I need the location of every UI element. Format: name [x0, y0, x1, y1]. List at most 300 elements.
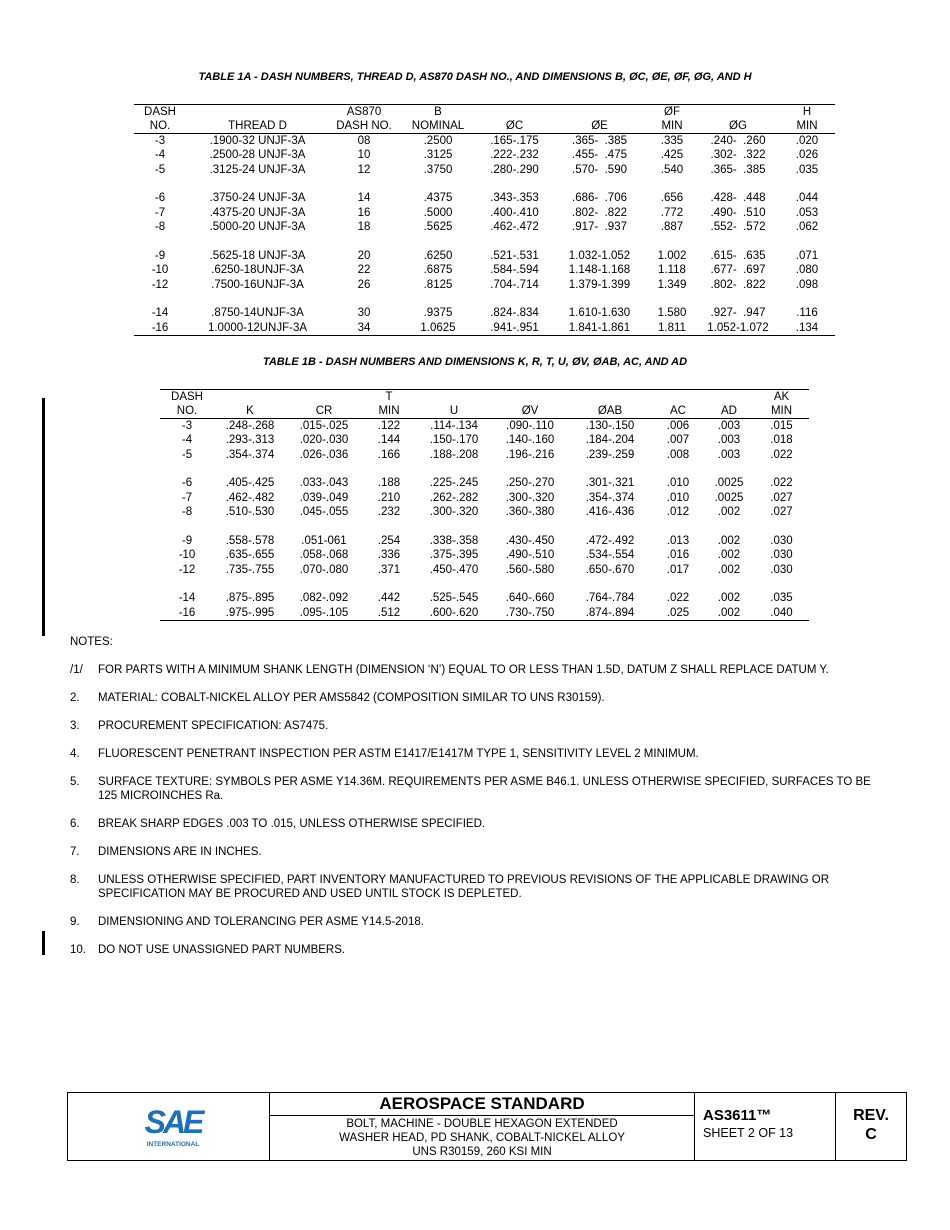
table-1a-row — [134, 148, 835, 162]
note-text: DIMENSIONS ARE IN INCHES. — [98, 846, 262, 858]
table-1a-column-header: AS870 — [346, 106, 382, 118]
table-1b-cell: .534-.554 — [585, 549, 635, 562]
table-1a-cell: .5000-20 UNJF-3A — [209, 221, 306, 234]
table-1b-cell: .114-.134 — [430, 420, 478, 432]
table-1b-row — [160, 563, 809, 577]
table-1a-cell: -3 — [154, 135, 166, 147]
table-1a-cell: -9 — [154, 249, 166, 262]
table-1b-column-header — [652, 390, 704, 404]
table-1a-cell: 26 — [357, 278, 371, 291]
svg-text:SAE: SAE — [144, 1104, 202, 1140]
table-1b-row — [160, 591, 809, 605]
note-number: 6. — [70, 818, 80, 830]
table-1a-cell: .802- .822 — [710, 278, 766, 291]
note-text: BREAK SHARP EDGES .003 TO .015, UNLESS OTHERWISE SPECIFIED. — [98, 818, 486, 830]
note-text: PROCUREMENT SPECIFICATION: AS7475. — [98, 720, 329, 732]
table-1b-cell: .225-.245 — [429, 477, 479, 490]
table-1b-cell: .015-.025 — [299, 420, 349, 432]
table-1a-cell: .570- .590 — [572, 163, 627, 176]
table-1b-cell: .354-.374 — [225, 448, 275, 461]
table-1b-cell: .0025 — [714, 491, 744, 504]
table-1b-cell: .558-.578 — [225, 534, 275, 547]
table-1a-cell: .425 — [660, 149, 684, 162]
table-1a-row — [134, 134, 835, 149]
table-1a-cell: -8 — [154, 221, 166, 234]
table-1b-cell: -6 — [181, 477, 193, 490]
table-1b-cell: .416-.436 — [585, 506, 635, 519]
table-1b-cell: .371 — [377, 563, 401, 576]
table-1a-cell: .280-.290 — [490, 163, 539, 176]
note-item — [70, 775, 890, 803]
table-1b-cell: .010 — [666, 477, 690, 490]
table-1b-cell: .027 — [770, 491, 793, 504]
note-item — [70, 845, 890, 859]
table-1a-cell: 16 — [357, 206, 371, 219]
table-1b-cell: .002 — [717, 563, 741, 576]
standard-cell — [270, 1093, 695, 1160]
table-1b-cell: .002 — [704, 606, 754, 621]
table-1b-column-header: K — [214, 404, 286, 419]
table-1b-cell: .875-.895 — [225, 592, 275, 605]
table-1b-cell: .018 — [770, 434, 793, 447]
table-1b-row — [160, 606, 809, 621]
table-1a-cell: .677- .697 — [710, 264, 766, 277]
table-1b-row — [160, 433, 809, 447]
table-1a-column-header: NOMINAL — [399, 119, 477, 134]
table-1b-column-header: U — [416, 404, 492, 419]
note-item — [70, 747, 890, 761]
table-1a-cell: .165-.175 — [490, 135, 539, 147]
table-1a-cell: .400-.410 — [490, 206, 539, 219]
table-1a-column-header — [477, 105, 552, 119]
table-1b-cell: .184-.204 — [585, 434, 635, 447]
sae-logo — [138, 1103, 208, 1149]
table-1a-column-header — [186, 105, 329, 119]
table-1a-cell: .615- .635 — [710, 249, 766, 262]
table-1a-cell: -14 — [151, 307, 169, 320]
table-1a-cell: .8750-14UNJF-3A — [211, 307, 304, 320]
table-1b-cell: -5 — [181, 448, 193, 461]
table-1a-cell: 30 — [357, 307, 371, 320]
table-1b-column-header: ØV — [492, 404, 568, 419]
table-1a-cell: 1.148-1.168 — [568, 264, 631, 277]
table-1b-cell: .035 — [770, 592, 793, 605]
table-1b-cell: .188-.208 — [429, 448, 479, 461]
table-1b-row — [160, 505, 809, 519]
table-1b-cell: -3 — [181, 420, 193, 432]
table-1a-cell: .428- .448 — [710, 192, 766, 205]
standard-description — [270, 1116, 694, 1159]
table-1b-cell: .640-.660 — [505, 592, 555, 605]
table-1b-cell: .405-.425 — [225, 477, 275, 490]
table-1b-row — [160, 419, 809, 434]
table-1b-cell: .300-.320 — [505, 491, 555, 504]
note-text: FLUORESCENT PENETRANT INSPECTION PER ASTM E1417/E1417M TYPE 1, SENSITIVITY LEVEL 2 MINIMUM. — [98, 748, 699, 760]
table-1a-cell: -10 — [151, 264, 169, 277]
table-1a-column-header: DASH NO. — [329, 119, 399, 134]
table-1a-column-header — [552, 105, 647, 119]
table-1b-cell: .360-.380 — [505, 506, 555, 519]
table-1b-column-header: AC — [652, 404, 704, 419]
table-1a-cell: .917- .937 — [572, 221, 627, 234]
table-1b-cell: -14 — [178, 592, 196, 605]
table-1b-group-spacer — [160, 519, 809, 534]
note-item — [70, 873, 890, 901]
table-1a-cell: .365- .385 — [572, 135, 627, 147]
table-1a-cell: -7 — [154, 206, 166, 219]
sheet-number: SHEET 2 OF 13 — [703, 1126, 794, 1140]
table-1a-cell: .222-.232 — [490, 149, 539, 162]
table-1a-cell: .6250 — [423, 249, 453, 262]
table-1a-cell: .098 — [795, 278, 819, 291]
table-1b-cell: .600-.620 — [416, 606, 492, 621]
table-1b-row — [160, 448, 809, 462]
table-1a-cell: .343-.353 — [490, 192, 539, 205]
note-text: SURFACE TEXTURE: SYMBOLS PER ASME Y14.36M. REQUIREMENTS PER ASME B46.1. UNLESS OTHERWISE SPECIFIED, SURFACES TO BE 125 MICROINCHES Ra. — [98, 776, 871, 802]
revision-cell — [836, 1093, 906, 1144]
revision-value: C — [865, 1126, 877, 1143]
table-1b-cell: -4 — [181, 434, 193, 447]
table-1a-cell: -12 — [151, 278, 169, 291]
revision-change-bar — [42, 931, 45, 955]
table-1a-cell: 18 — [357, 221, 371, 234]
table-1a-cell: 08 — [357, 135, 371, 147]
table-1b-body — [160, 419, 809, 621]
table-1a-cell: 1.811 — [647, 321, 697, 336]
table-1b-row — [160, 491, 809, 505]
standard-title: AEROSPACE STANDARD — [270, 1093, 694, 1116]
table-1a-row — [134, 206, 835, 220]
table-1a-cell: .704-.714 — [490, 278, 539, 291]
table-1a-cell: 10 — [357, 149, 371, 162]
table-1b-cell: .027 — [770, 506, 793, 519]
table-1a-cell: 1.349 — [657, 278, 687, 291]
table-1b-cell: .0025 — [714, 477, 744, 490]
table-1b-column-header — [416, 390, 492, 404]
revision-change-bar — [42, 398, 45, 636]
table-1a-row — [134, 263, 835, 277]
table-1a-column-header: DASH — [144, 106, 176, 118]
table-1a-cell: 1.580 — [657, 307, 687, 320]
table-1b-cell: -7 — [181, 491, 193, 504]
table-1b-column-header — [492, 390, 568, 404]
table-1a-cell: .656 — [660, 192, 684, 205]
table-1a-cell: .240- .260 — [710, 135, 766, 147]
table-1a-cell: .080 — [795, 264, 819, 277]
table-1a-row — [134, 191, 835, 205]
table-1a-column-header: MIN — [779, 119, 835, 134]
table-1b-cell: .082-.092 — [299, 592, 349, 605]
table-1a-column-header: NO. — [134, 119, 186, 134]
table-1a-column-header: ØE — [552, 119, 647, 134]
note-item — [70, 663, 890, 677]
note-text: DIMENSIONING AND TOLERANCING PER ASME Y14.5-2018. — [98, 916, 424, 928]
table-1a-cell: .462-.472 — [490, 221, 539, 234]
table-1a-cell: .335 — [660, 135, 684, 147]
table-1b-cell: .051-061 — [301, 534, 347, 547]
table-1b-cell: .026-.036 — [299, 448, 349, 461]
table-1b-cell: .015 — [770, 420, 793, 432]
table-1b-cell: .007 — [666, 434, 690, 447]
table-1b-cell: .472-.492 — [585, 534, 635, 547]
table-1b-cell: .650-.670 — [585, 563, 635, 576]
note-text: DO NOT USE UNASSIGNED PART NUMBERS. — [98, 944, 346, 956]
note-number: 2. — [70, 692, 80, 704]
table-1a-column-header: H — [802, 106, 812, 118]
table-1a-cell: -5 — [154, 163, 166, 176]
table-1b-column-header: AK — [773, 391, 790, 403]
svg-text:INTERNATIONAL: INTERNATIONAL — [146, 1141, 200, 1148]
table-1b-cell: .002 — [717, 534, 741, 547]
table-1a-cell: .3750-24 UNJF-3A — [209, 192, 306, 205]
title-block — [67, 1092, 907, 1161]
note-number: 8. — [70, 874, 80, 886]
table-1b-column-header — [286, 390, 362, 404]
table-1a-cell: 22 — [357, 264, 371, 277]
table-1b-header-top — [160, 390, 809, 404]
note-number: 3. — [70, 720, 80, 732]
table-1b-cell: .462-.482 — [225, 491, 275, 504]
table-1b-header-bottom — [160, 404, 809, 419]
note-text: FOR PARTS WITH A MINIMUM SHANK LENGTH (DIMENSION ‘N’) EQUAL TO OR LESS THAN 1.5D, DATUM Z SHALL REPLACE DATUM Y. — [98, 664, 829, 676]
table-1b-column-header — [568, 390, 652, 404]
notes-list — [70, 663, 890, 957]
table-1a-cell: .365- .385 — [710, 163, 766, 176]
table-1a-cell: 20 — [357, 249, 371, 262]
table-1a-cell: .521-.531 — [490, 249, 539, 262]
table-1b-cell: .300-.320 — [429, 506, 479, 519]
table-1b-cell: .144 — [377, 434, 401, 447]
table-1a-cell: .3125 — [423, 149, 453, 162]
table-1b-cell: -10 — [178, 549, 196, 562]
table-1b-cell: .512 — [362, 606, 416, 621]
table-1b-cell: .293-.313 — [225, 434, 275, 447]
table-1a-cell: .2500 — [423, 135, 453, 147]
table-1b-cell: .003 — [717, 420, 741, 432]
table-1a-cell: 1.0000-12UNJF-3A — [186, 321, 329, 336]
table-1b-cell: .239-.259 — [585, 448, 635, 461]
table-1b-cell: .248-.268 — [225, 420, 275, 432]
table-1b-column-header: AD — [704, 404, 754, 419]
table-1b-cell: .735-.755 — [225, 563, 275, 576]
table-1b-cell: .130-.150 — [585, 420, 635, 432]
table-1a-cell: .824-.834 — [490, 307, 539, 320]
table-1a-column-header: B — [434, 106, 442, 118]
note-text: UNLESS OTHERWISE SPECIFIED, PART INVENTORY MANUFACTURED TO PREVIOUS REVISIONS OF THE APPLICABLE DRAWING OR SPECIFICATION MAY BE PROCURED AND USED UNTIL STOCK IS DEPLETED. — [98, 874, 830, 900]
table-1a-cell: 1.841-1.861 — [552, 321, 647, 336]
table-1a-group-spacer — [134, 292, 835, 307]
table-1a-cell: .552- .572 — [710, 221, 766, 234]
table-1a-cell: -16 — [134, 321, 186, 336]
table-1b-cell: .017 — [666, 563, 690, 576]
table-1b-cell: .058-.068 — [299, 549, 349, 562]
document-number: AS3611™ — [703, 1107, 772, 1124]
table-1a-cell: .134 — [779, 321, 835, 336]
table-1b-cell: .254 — [377, 534, 401, 547]
table-1a-cell: .6875 — [423, 264, 453, 277]
table-1b-cell: -16 — [160, 606, 214, 621]
table-1b-cell: .232 — [377, 506, 401, 519]
table-1b-cell: .008 — [666, 448, 690, 461]
table-1b-cell: .560-.580 — [505, 563, 555, 576]
note-number: 9. — [70, 916, 80, 928]
table-1b-column-header: CR — [286, 404, 362, 419]
table-1a-cell: .020 — [795, 135, 819, 147]
table-1a-cell: .071 — [795, 249, 819, 262]
table-1b-cell: .095-.105 — [286, 606, 362, 621]
table-1a-cell: .2500-28 UNJF-3A — [209, 149, 306, 162]
table-1b-row — [160, 476, 809, 490]
table-1a-cell: .053 — [795, 206, 819, 219]
table-1a-cell: .8125 — [423, 278, 453, 291]
table-1a-cell: .116 — [796, 307, 818, 320]
table-1b-cell: .012 — [666, 506, 690, 519]
table-1b-cell: .525-.545 — [429, 592, 479, 605]
table-1a-cell: .044 — [795, 192, 819, 205]
table-1a-cell: 1.052-1.072 — [697, 321, 779, 336]
table-1b-cell: .188 — [377, 477, 401, 490]
table-1b-cell: .874-.894 — [568, 606, 652, 621]
table-1b-column-header: T — [385, 391, 393, 403]
table-1a-cell: 1.032-1.052 — [568, 249, 631, 262]
table-1b-cell: -8 — [181, 506, 193, 519]
table-1a-cell: .540 — [660, 163, 684, 176]
table-1a-cell: .9375 — [423, 307, 453, 320]
table-1a-row — [134, 163, 835, 177]
table-1b-cell: .490-.510 — [505, 549, 555, 562]
table-1b-cell: .022 — [666, 592, 690, 605]
table-1a-cell: -4 — [154, 149, 166, 162]
table-1b-cell: .338-.358 — [429, 534, 479, 547]
note-item — [70, 817, 890, 831]
table-1b-cell: -12 — [178, 563, 196, 576]
table-1b-cell: .635-.655 — [225, 549, 275, 562]
table-1a-header-top — [134, 105, 835, 119]
table-1a-cell: .584-.594 — [490, 264, 539, 277]
note-number: 7. — [70, 846, 80, 858]
table-1b-cell: .013 — [666, 534, 690, 547]
table-1b-cell: .003 — [717, 448, 741, 461]
table-1a-cell: .941-.951 — [477, 321, 552, 336]
table-1a-column-header: ØC — [477, 119, 552, 134]
table-1b-cell: .002 — [717, 549, 741, 562]
table-1b-caption: TABLE 1B - DASH NUMBERS AND DIMENSIONS K, R, T, U, ØV, ØAB, AC, AND AD — [262, 356, 688, 368]
table-1a-cell: .3750 — [423, 163, 453, 176]
table-1b-cell: -9 — [181, 534, 193, 547]
table-1b-group-spacer — [160, 462, 809, 477]
table-1b-row — [160, 548, 809, 562]
table-1b-cell: .045-.055 — [299, 506, 349, 519]
table-1b-column-header: MIN — [362, 404, 416, 419]
note-item — [70, 915, 890, 929]
table-1b-cell: .002 — [717, 592, 741, 605]
table-1b-cell: .016 — [666, 549, 690, 562]
table-1b-cell: .250-.270 — [505, 477, 555, 490]
table-1b-cell: .006 — [666, 420, 690, 432]
table-1a-cell: .802- .822 — [572, 206, 627, 219]
table-1a-cell: .5625 — [423, 221, 453, 234]
logo-cell — [68, 1093, 270, 1160]
table-1b-cell: .210 — [377, 491, 401, 504]
note-item — [70, 943, 890, 957]
note-number: 10. — [70, 944, 86, 956]
table-1a-cell: .3125-24 UNJF-3A — [209, 163, 306, 176]
table-1a-row — [134, 220, 835, 234]
table-1b-cell: .020-.030 — [299, 434, 349, 447]
table-1b-cell: .090-.110 — [506, 420, 554, 432]
table-1b-cell: .070-.080 — [299, 563, 349, 576]
note-text: MATERIAL: COBALT-NICKEL ALLOY PER AMS5842 (COMPOSITION SIMILAR TO UNS R30159). — [98, 692, 605, 704]
table-1a-cell: .026 — [795, 149, 819, 162]
table-1a-cell: 1.610-1.630 — [568, 307, 631, 320]
table-1a-cell: .927- .947 — [710, 307, 766, 320]
table-1a-cell: .1900-32 UNJF-3A — [209, 135, 306, 147]
table-1a-cell: 1.118 — [658, 264, 686, 277]
table-1b-cell: .122 — [377, 420, 401, 432]
table-1a-cell: .455- .475 — [572, 149, 627, 162]
description-line: BOLT, MACHINE - DOUBLE HEXAGON EXTENDED — [346, 1118, 618, 1130]
table-1b-cell: .336 — [377, 549, 401, 562]
table-1a-cell: .772 — [660, 206, 684, 219]
table-1a-cell: .4375-20 UNJF-3A — [209, 206, 306, 219]
table-1a-cell: .686- .706 — [572, 192, 627, 205]
table-1a-caption: TABLE 1A - DASH NUMBERS, THREAD D, AS870 DASH NO., AND DIMENSIONS B, ØC, ØE, ØF, ØG, AND H — [198, 71, 752, 83]
table-1a-column-header — [697, 105, 779, 119]
table-1b-cell: .010 — [666, 491, 690, 504]
note-item — [70, 691, 890, 705]
table-1a-cell: .5000 — [423, 206, 453, 219]
table-1a-cell: .6250-18UNJF-3A — [211, 264, 304, 277]
table-1b-cell: .003 — [717, 434, 741, 447]
note-number: 5. — [70, 776, 80, 788]
description-line: UNS R30159, 260 KSI MIN — [412, 1146, 552, 1158]
table-1a-group-spacer — [134, 177, 835, 192]
table-1a-cell: .490- .510 — [710, 206, 766, 219]
table-1a-cell: .035 — [795, 163, 819, 176]
table-1a-cell: 1.0625 — [399, 321, 477, 336]
table-1a-body — [134, 134, 835, 336]
table-1b-cell: .354-.374 — [585, 491, 635, 504]
table-1b-cell: .150-.170 — [429, 434, 479, 447]
table-1a-cell: -6 — [154, 192, 166, 205]
table-1b-column-header — [704, 390, 754, 404]
table-1b-column-header: MIN — [754, 404, 809, 419]
table-1b-cell: .262-.282 — [429, 491, 479, 504]
table-1b-cell: .025 — [652, 606, 704, 621]
table-1b-column-header: DASH — [171, 391, 203, 403]
table-1a-cell: .5625-18 UNJF-3A — [209, 249, 306, 262]
table-1b-cell: .301-.321 — [585, 477, 635, 490]
note-item — [70, 719, 890, 733]
table-1b-cell: .040 — [754, 606, 809, 621]
table-1b-cell: .030 — [770, 534, 793, 547]
table-1a-cell: .7500-16UNJF-3A — [211, 278, 304, 291]
table-1b-cell: .033-.043 — [299, 477, 349, 490]
table-1b-cell: .030 — [770, 549, 793, 562]
table-1b-cell: .442 — [377, 592, 401, 605]
table-1b-cell: .022 — [770, 448, 793, 461]
table-1a-column-header: ØF — [664, 106, 680, 118]
table-1a-group-spacer — [134, 234, 835, 249]
table-1a-column-header: MIN — [647, 119, 697, 134]
table-1b — [160, 390, 809, 621]
notes-heading: NOTES: — [70, 636, 113, 648]
table-1a-cell: 14 — [357, 192, 371, 205]
table-1a-cell: .4375 — [423, 192, 453, 205]
table-1b-cell: .730-.750 — [492, 606, 568, 621]
table-1a-cell: .302- .322 — [710, 149, 766, 162]
table-1a — [134, 105, 835, 336]
